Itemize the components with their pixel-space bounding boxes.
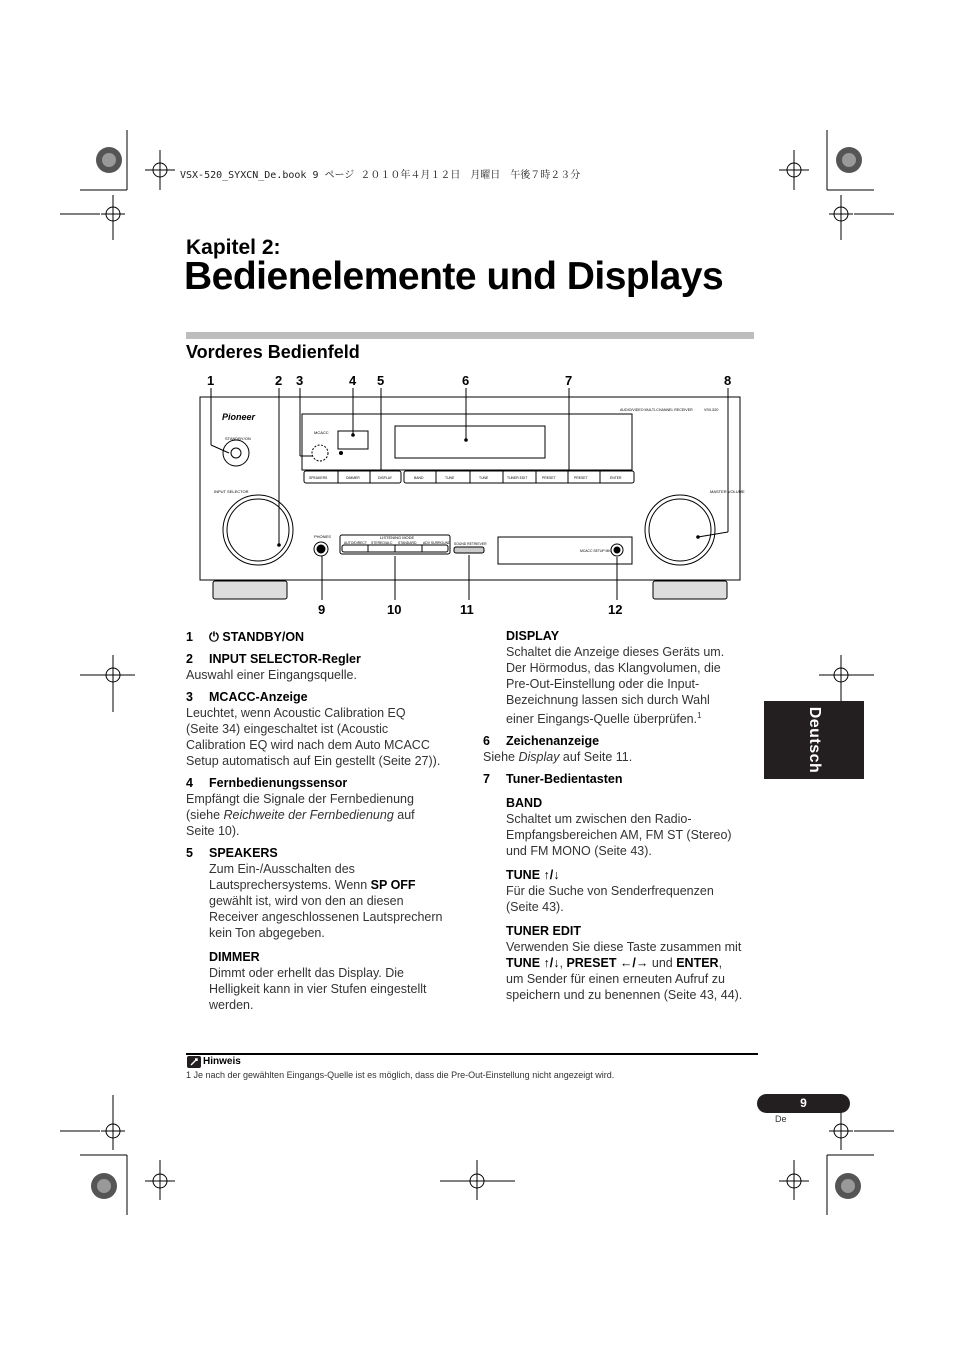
- panel-input-selector-label: INPUT SELECTOR: [214, 489, 249, 494]
- item-tuner-controls-title: Tuner-Bedientasten: [506, 772, 623, 787]
- panel-btn-band: BAND: [414, 476, 424, 480]
- panel-standby-label: STANDBY/ON: [225, 436, 251, 441]
- panel-brand: Pioneer: [222, 412, 256, 422]
- panel-listening-btn-3: STANDARD: [398, 541, 417, 545]
- standby-button: [223, 440, 249, 466]
- panel-mcacc-mic-label: MCACC SETUP MIC: [580, 549, 612, 553]
- footnote-text: 1 Je nach der gewählten Eingangs-Quelle ist es möglich, dass die Pre-Out-Einstellung nicht angezeigt wird.: [186, 1070, 615, 1080]
- page-number: 9: [757, 1094, 850, 1113]
- item-speakers-title: SPEAKERS: [209, 846, 278, 860]
- left-foot: [213, 581, 287, 599]
- callout-9: 9: [318, 602, 326, 617]
- item-remote-sensor-title: Fernbedienungssensor: [209, 776, 348, 790]
- note-divider: [186, 1053, 758, 1055]
- input-selector-knob: [223, 495, 293, 565]
- panel-listening-btn-1: AUTO/DIRECT: [344, 541, 367, 545]
- note-icon: [187, 1056, 201, 1068]
- item-mcacc-title: MCACC-Anzeige: [209, 690, 308, 704]
- panel-listening-btn-4: ADV SURROUND: [423, 541, 451, 545]
- callout-12: 12: [608, 602, 623, 617]
- panel-btn-tune-up: TUNE: [479, 476, 489, 480]
- callout-6: 6: [462, 373, 470, 388]
- callout-2: 2: [275, 373, 283, 388]
- page-title: Bedienelemente und Displays: [184, 255, 724, 298]
- right-column: DISPLAY Schaltet die Anzeige dieses Geräts um. Der Hörmodus, das Klangvolumen, die Pre-Out-Einstellung oder die Input- Bezeichnung lassen sich durch Wahl einer Eingangs-Quelle überprüfen.$^1$ 6 Zeichenanzeige Siehe Display auf Seite 11. 7 Tuner-Bedientasten BAND Schaltet um zwischen den Radio- Empfangsbereichen AM, FM ST (Stereo) und FM MONO (Seite 43). TUNE ↑/↓ Für die Suche von Senderfrequenzen (Seite 43). TUNER EDIT Verwenden Sie diese Taste zusammen mit TUNE ↑/↓, PRESET ←/→ und ENTER, um Sender für einen erneuten Aufruf zu speichern und zu benennen (Seite 43, 44).: [483, 628, 763, 1003]
- panel-btn-speakers: SPEAKERS: [309, 476, 328, 480]
- panel-phones-label: PHONES: [314, 534, 331, 539]
- panel-sound-retriever-label: SOUND RETRIEVER: [454, 542, 487, 546]
- callout-7: 7: [565, 373, 573, 388]
- book-file-header: VSX-520_SYXCN_De.book 9 ページ ２０１０年４月１２日 月曜日 午後７時２３分: [180, 170, 581, 181]
- callout-10: 10: [387, 602, 402, 617]
- language-tab-label: Deutsch: [806, 706, 823, 774]
- callout-1: 1: [207, 373, 215, 388]
- panel-btn-preset-left: PRESET: [542, 476, 556, 480]
- item-dimmer-title: DIMMER: [209, 950, 260, 964]
- chapter-label: Kapitel 2:: [186, 236, 281, 259]
- panel-listening-mode-label: LISTENING MODE: [380, 535, 415, 540]
- character-display: [395, 426, 545, 458]
- panel-mcacc-label: MCACC: [314, 430, 329, 435]
- mcacc-indicator: [312, 445, 328, 461]
- panel-btn-tuner-edit: TUNER EDIT: [507, 476, 528, 480]
- page-language-code: De: [775, 1114, 787, 1124]
- footnote-ref: 1: [697, 711, 702, 720]
- panel-btn-preset-right: PRESET: [574, 476, 588, 480]
- language-tab: [764, 701, 864, 779]
- callout-4: 4: [349, 373, 357, 388]
- section-title: Vorderes Bedienfeld: [186, 342, 360, 362]
- item-display-title: DISPLAY: [506, 629, 560, 643]
- panel-btn-display: DISPLAY: [378, 476, 393, 480]
- item-standby-title: ⏻ STANDBY/ON: [209, 630, 305, 644]
- item-character-display-title: Zeichenanzeige: [506, 734, 600, 749]
- display-window: [302, 414, 632, 470]
- item-tune-title: TUNE ↑/↓: [506, 868, 560, 883]
- sound-retriever-button: [454, 547, 484, 553]
- callout-11: 11: [460, 602, 474, 617]
- note-title: Hinweis: [203, 1056, 241, 1067]
- left-column: 1 ⏻ STANDBY/ON 2 INPUT SELECTOR-Regler Auswahl einer Eingangsquelle. 3 MCACC-Anzeige Leuchtet, wenn Acoustic Calibration EQ (Seite 34) eingeschaltet ist (Acoustic Calibration EQ wird nach dem Auto MCACC Setup automatisch auf Ein gestellt (Seite 27)). 4 Fernbedienungssensor Empfängt die Signale der Fernbedienung (siehe Reichweite der Fernbedienung auf Seite 10). 5 SPEAKERS Zum Ein-/Ausschalten des Lautsprechersystems. Wenn SP OFF gewählt ist, wird von den an diesen Receiver angeschlossenen Lautsprechern kein Ton abgegeben. DIMMER Dimmt oder erhellt das Display. Die Helligkeit kann in vier Stufen eingestellt werden.: [186, 629, 466, 1013]
- item-tuner-edit-title: TUNER EDIT: [506, 924, 581, 939]
- item-input-selector-title: INPUT SELECTOR-Regler: [209, 652, 361, 666]
- panel-btn-tune-down: TUNE: [445, 476, 455, 480]
- panel-model-line: AUDIO/VIDEO MULTI-CHANNEL RECEIVER: [620, 408, 693, 412]
- item-input-selector-text: Auswahl einer Eingangsquelle.: [186, 668, 357, 682]
- master-volume-knob: [645, 495, 715, 565]
- item-band-title: BAND: [506, 796, 543, 811]
- panel-master-volume-label: MASTER VOLUME: [710, 489, 745, 494]
- panel-listening-btn-2: STEREO/ALC: [371, 541, 393, 545]
- mcacc-mic-panel: [498, 537, 632, 564]
- panel-btn-enter: ENTER: [610, 476, 622, 480]
- callout-3: 3: [296, 373, 304, 388]
- right-foot: [653, 581, 727, 599]
- callout-5: 5: [377, 373, 385, 388]
- callout-8: 8: [724, 373, 732, 388]
- panel-model: VSX-520: [704, 408, 719, 412]
- panel-btn-dimmer: DIMMER: [346, 476, 360, 480]
